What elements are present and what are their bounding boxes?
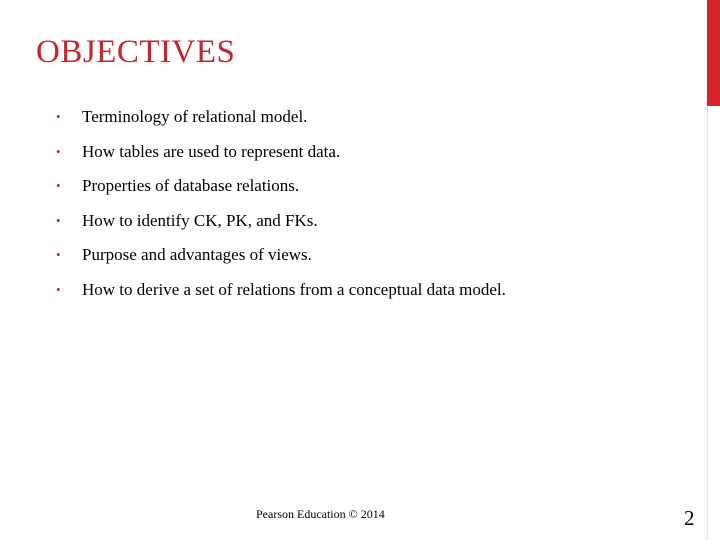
slide-title: OBJECTIVES [36, 34, 236, 70]
objective-text: How to derive a set of relations from a conceptual data model. [82, 279, 506, 299]
page-number: 2 [684, 506, 695, 530]
accent-bar [707, 0, 720, 106]
footer-copyright: Pearson Education © 2014 [256, 507, 385, 521]
objective-text: Properties of database relations. [82, 176, 300, 195]
bullet-icon: • [56, 212, 61, 228]
bullet-icon: • [56, 178, 61, 193]
bullet-icon: • [56, 281, 61, 297]
objective-text: Purpose and advantages of views. [82, 245, 312, 264]
right-margin-rule [707, 106, 720, 540]
bullet-icon: • [56, 247, 61, 262]
objective-text: Terminology of relational model. [82, 107, 308, 126]
objective-text: How to identify CK, PK, and FKs. [82, 210, 318, 230]
bullet-icon: • [56, 109, 61, 124]
bullet-icon: • [56, 143, 61, 159]
objective-text: How tables are used to represent data. [82, 141, 341, 161]
